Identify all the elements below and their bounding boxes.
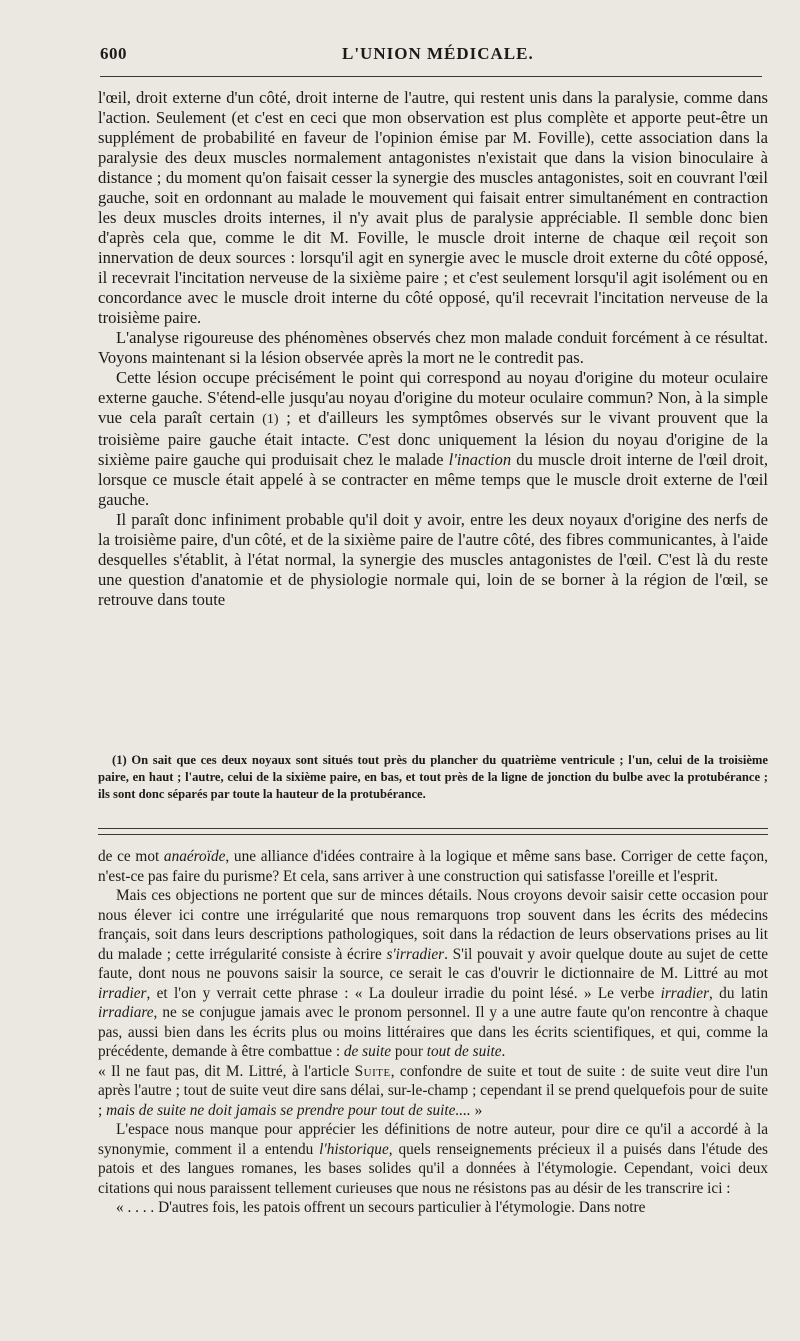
footnote-reference: (1) xyxy=(262,412,279,427)
paragraph-1: l'œil, droit externe d'un côté, droit interne de l'autre, qui restent unis dans la paralysie, comme dans l'action. Seulement (et c'est en ceci que mon observation est plus complète et apporte peut-être un supplément de probabilité en faveur de l'opinion émise par M. Foville), cette association dans la paralysie des deux muscles normalement antagonistes n'existait que dans la vision binoculaire à distance ; du moment qu'on faisait cesser la synergie des muscles antagonistes, soit en couvrant l'œil gauche, soit en ordonnant au malade le mouvement qui faisait entrer simultanément en contraction les deux muscles droits internes, il n'y avait plus de paralysie appréciable. Il semble donc bien d'après cela que, comme le dit M. Foville, le muscle droit interne de chaque œil reçoit son innervation de deux sources : lorsqu'il agit en synergie avec le muscle droit externe du côté opposé, il recevrait l'incitation nerveuse de la sixième paire ; et c'est seulement lorsqu'il agit isolément ou en concordance avec le muscle droit interne du côté opposé, qu'il recevrait l'incitation nerveuse de la troisième paire. xyxy=(98,88,768,327)
f2-text-f: pour xyxy=(391,1043,427,1060)
f2-emphasis-3: irradier xyxy=(660,984,710,1002)
f4-emphasis: l'historique xyxy=(319,1140,389,1158)
main-article xyxy=(98,88,768,610)
f2-text-d: , du latin xyxy=(709,984,768,1002)
f1-text-a: de ce mot xyxy=(98,848,164,865)
f3-text-c: » xyxy=(470,1101,483,1119)
f2-text-a: Mais ces objections ne portent que sur de minces détails. Nous croyons devoir saisir cette occasion pour nous élever ici contre une irrégularité que nous remarquons trop souvent dans les écrits des médecins français, soit dans leurs descriptions pathologiques, soit dans la rédaction de leurs observations prises au lit du malade ; cette irrégularité consiste à écrire xyxy=(98,887,768,963)
f3-small-caps: Suite xyxy=(354,1062,391,1080)
feuilleton-separator xyxy=(98,828,768,835)
feuilleton-section xyxy=(98,847,768,1218)
feuilleton-quotation xyxy=(98,1062,768,1121)
paragraph-2: L'analyse rigoureuse des phénomènes observés chez mon malade conduit forcément à ce résultat. Voyons maintenant si la lésion observée après la mort ne le contredit pas. xyxy=(98,328,768,367)
f2-emphasis-2: irradier xyxy=(98,984,147,1002)
f4-text-b: , quels renseignements précieux il a puisés dans l'étude des patois et des langues romanes, les bases solides qu'il a données à l'étymologie. Cependant, voici deux citations qui nous paraissent tellement curieuses que nous ne résistons pas au désir de les transcrire ici : xyxy=(98,1140,768,1197)
paragraph-3-emphasis: l'inaction xyxy=(448,450,512,469)
f3-text-b: , confondre de suite et tout de suite : de suite veut dire l'un après l'autre ; tout de suite veut dire sans délai, sur-le-champ ; cependant il se prend quelquefois pour de suite ; xyxy=(98,1062,768,1119)
f2-text-e: , ne se conjugue jamais avec le pronom personnel. Il y a une autre faute qu'on rencontre à chaque pas, aussi bien dans les écrits plus ou moins littéraires que dans les écrits scientifiques, et qui, comme la précédente, demande à être combattue : xyxy=(98,1004,768,1060)
feuilleton-paragraph-4 xyxy=(98,1120,768,1198)
f1-emphasis: anaéroïde xyxy=(163,848,226,865)
paragraph-4: Il paraît donc infiniment probable qu'il doit y avoir, entre les deux noyaux d'origine des nerfs de la troisième paire, d'un côté, et de la sixième paire de l'autre côté, des fibres communicantes, à l'aide desquelles s'établit, à l'état normal, la synergie des muscles antagonistes de l'œil. C'est là du reste une question d'anatomie et de physiologie normale qui, loin de se borner à la région de l'œil, se retrouve dans toute xyxy=(98,510,768,609)
paragraph-3-text-a: Cette lésion occupe précisément le point qui correspond au noyau d'origine du moteur oculaire externe gauche. S'étend-elle jusqu'au noyau d'origine du moteur oculaire commun? Non, à la simple vue cela paraît certain xyxy=(98,368,768,427)
f4-text-a: L'espace nous manque pour apprécier les définitions de notre auteur, pour dire ce qu'il a accordé à la synonymie, comment il a entendu xyxy=(98,1121,768,1158)
f2-emphasis-4: irradiare xyxy=(98,1004,154,1021)
running-title: L'UNION MÉDICALE. xyxy=(342,44,534,63)
page-number: 600 xyxy=(100,44,127,63)
f2-emphasis-6: tout de suite xyxy=(426,1043,502,1060)
f1-text-b: , une alliance d'idées contraire à la logique et même sans base. Corriger de cette façon, n'est-ce pas faire du purisme? Et cela, sans arriver à une construction qui satisfasse l'oreille et l'esprit. xyxy=(98,848,768,885)
header-rule xyxy=(100,76,762,77)
page-header xyxy=(100,44,760,70)
paragraph-3-text-c: du muscle droit interne de l'œil droit, lorsque ce muscle était appelé à se contracter en même temps que le muscle droit externe de l'œil gauche. xyxy=(98,450,768,509)
feuilleton-paragraph-2 xyxy=(98,886,768,1062)
f3-text-a: « Il ne faut pas, dit M. Littré, à l'article xyxy=(98,1062,355,1080)
f2-text-b: . S'il pouvait y avoir quelque doute au sujet de cette faute, dont nous ne pouvons saisir la source, ce serait le cas d'ouvrir le dictionnaire de M. Littré au mot xyxy=(98,945,768,982)
paragraph-3 xyxy=(98,368,768,510)
feuilleton-paragraph-5: « . . . . D'autres fois, les patois offrent un secours particulier à l'étymologie. Dans notre xyxy=(116,1199,646,1216)
f3-emphasis: mais de suite ne doit jamais se prendre pour tout de suite.... xyxy=(106,1101,471,1119)
f2-emphasis-5: de suite xyxy=(343,1043,392,1060)
footnote: (1) On sait que ces deux noyaux sont situés tout près du plancher du quatrième ventricule ; l'un, celui de la troisième paire, en haut ; l'autre, celui de la sixième paire, en bas, et tout près de la ligne de jonction du bulbe avec la protubérance ; ils sont donc séparés par toute la hauteur de la protubérance. xyxy=(98,753,768,801)
f2-emphasis-1: s'irradier xyxy=(386,945,445,963)
f2-text-c: , et l'on y verrait cette phrase : « La douleur irradie du point lésé. » Le verbe xyxy=(146,984,661,1002)
f2-text-g: . xyxy=(501,1043,506,1060)
feuilleton-paragraph-1 xyxy=(98,847,768,886)
paragraph-3-text-b: ; et d'ailleurs les symptômes observés sur le vivant prouvent que la troisième paire gauche était intacte. C'est donc uniquement la lésion du noyau d'origine de la sixième paire gauche qui produisait chez le malade xyxy=(98,408,768,469)
